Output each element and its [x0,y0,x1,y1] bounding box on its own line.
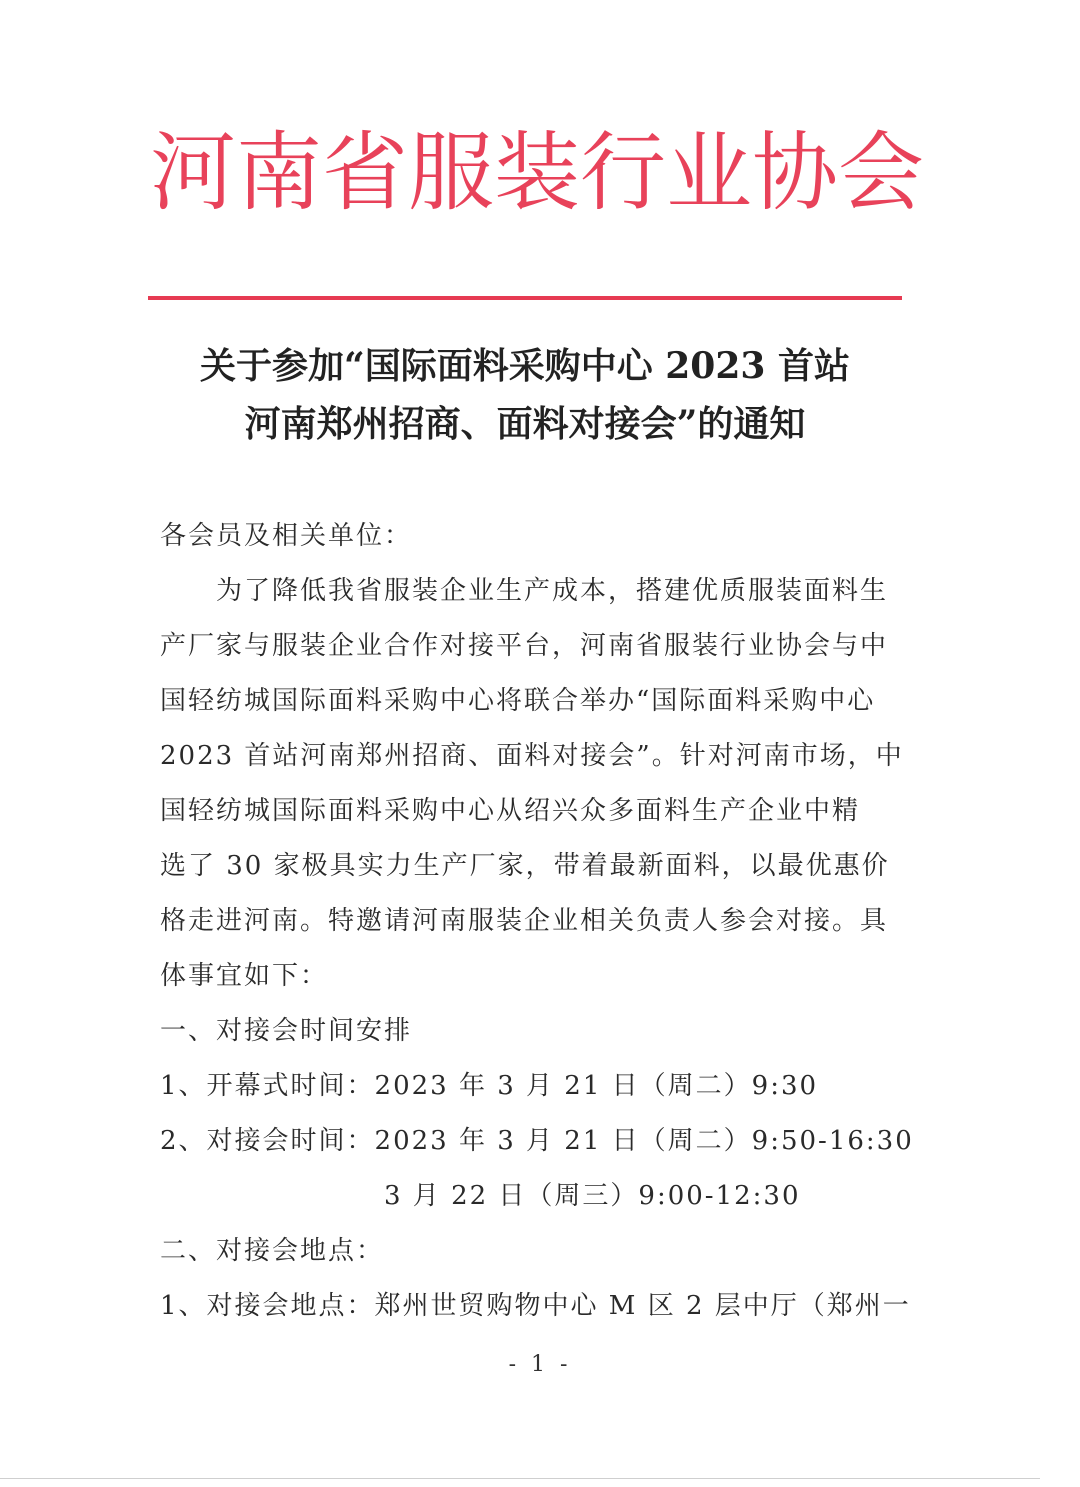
venue-item: 1、对接会地点：郑州世贸购物中心 M 区 2 层中厅（郑州一 [160,1291,911,1321]
section-heading-venue: 二、对接会地点： [160,1236,385,1266]
body-line: 国轻纺城国际面料采购中心从绍兴众多面料生产企业中精 [160,796,861,826]
notice-title-line-1: 关于参加“国际面料采购中心 2023 首站 [200,345,850,387]
section-heading-schedule: 一、对接会时间安排 [160,1016,413,1046]
body-line: 体事宜如下： [160,961,329,991]
salutation: 各会员及相关单位： [160,521,413,551]
organization-letterhead: 河南省服装行业协会 [150,123,924,223]
body-line: 产厂家与服装企业合作对接平台，河南省服装行业协会与中 [160,631,889,661]
notice-title-line-2: 河南郑州招商、面料对接会”的通知 [244,403,806,445]
letterhead-red-rule [148,296,902,300]
body-line: 为了降低我省服装企业生产成本，搭建优质服装面料生 [160,576,889,606]
schedule-item-opening: 1、开幕式时间：2023 年 3 月 21 日（周二）9:30 [160,1071,819,1101]
body-line: 国轻纺城国际面料采购中心将联合举办“国际面料采购中心 [160,686,876,716]
scan-edge-line [0,1478,1040,1479]
body-line: 2023 首站河南郑州招商、面料对接会”。针对河南市场，中 [160,741,904,771]
schedule-item-meeting-day2: 3 月 22 日（周三）9:00-12:30 [160,1181,801,1211]
schedule-item-meeting: 2、对接会时间：2023 年 3 月 21 日（周二）9:50-16:30 [160,1126,914,1156]
body-line: 选了 30 家极具实力生产厂家，带着最新面料，以最优惠价 [160,851,890,881]
page-number: - 1 - [508,1352,572,1377]
body-line: 格走进河南。特邀请河南服装企业相关负责人参会对接。具 [160,906,889,936]
